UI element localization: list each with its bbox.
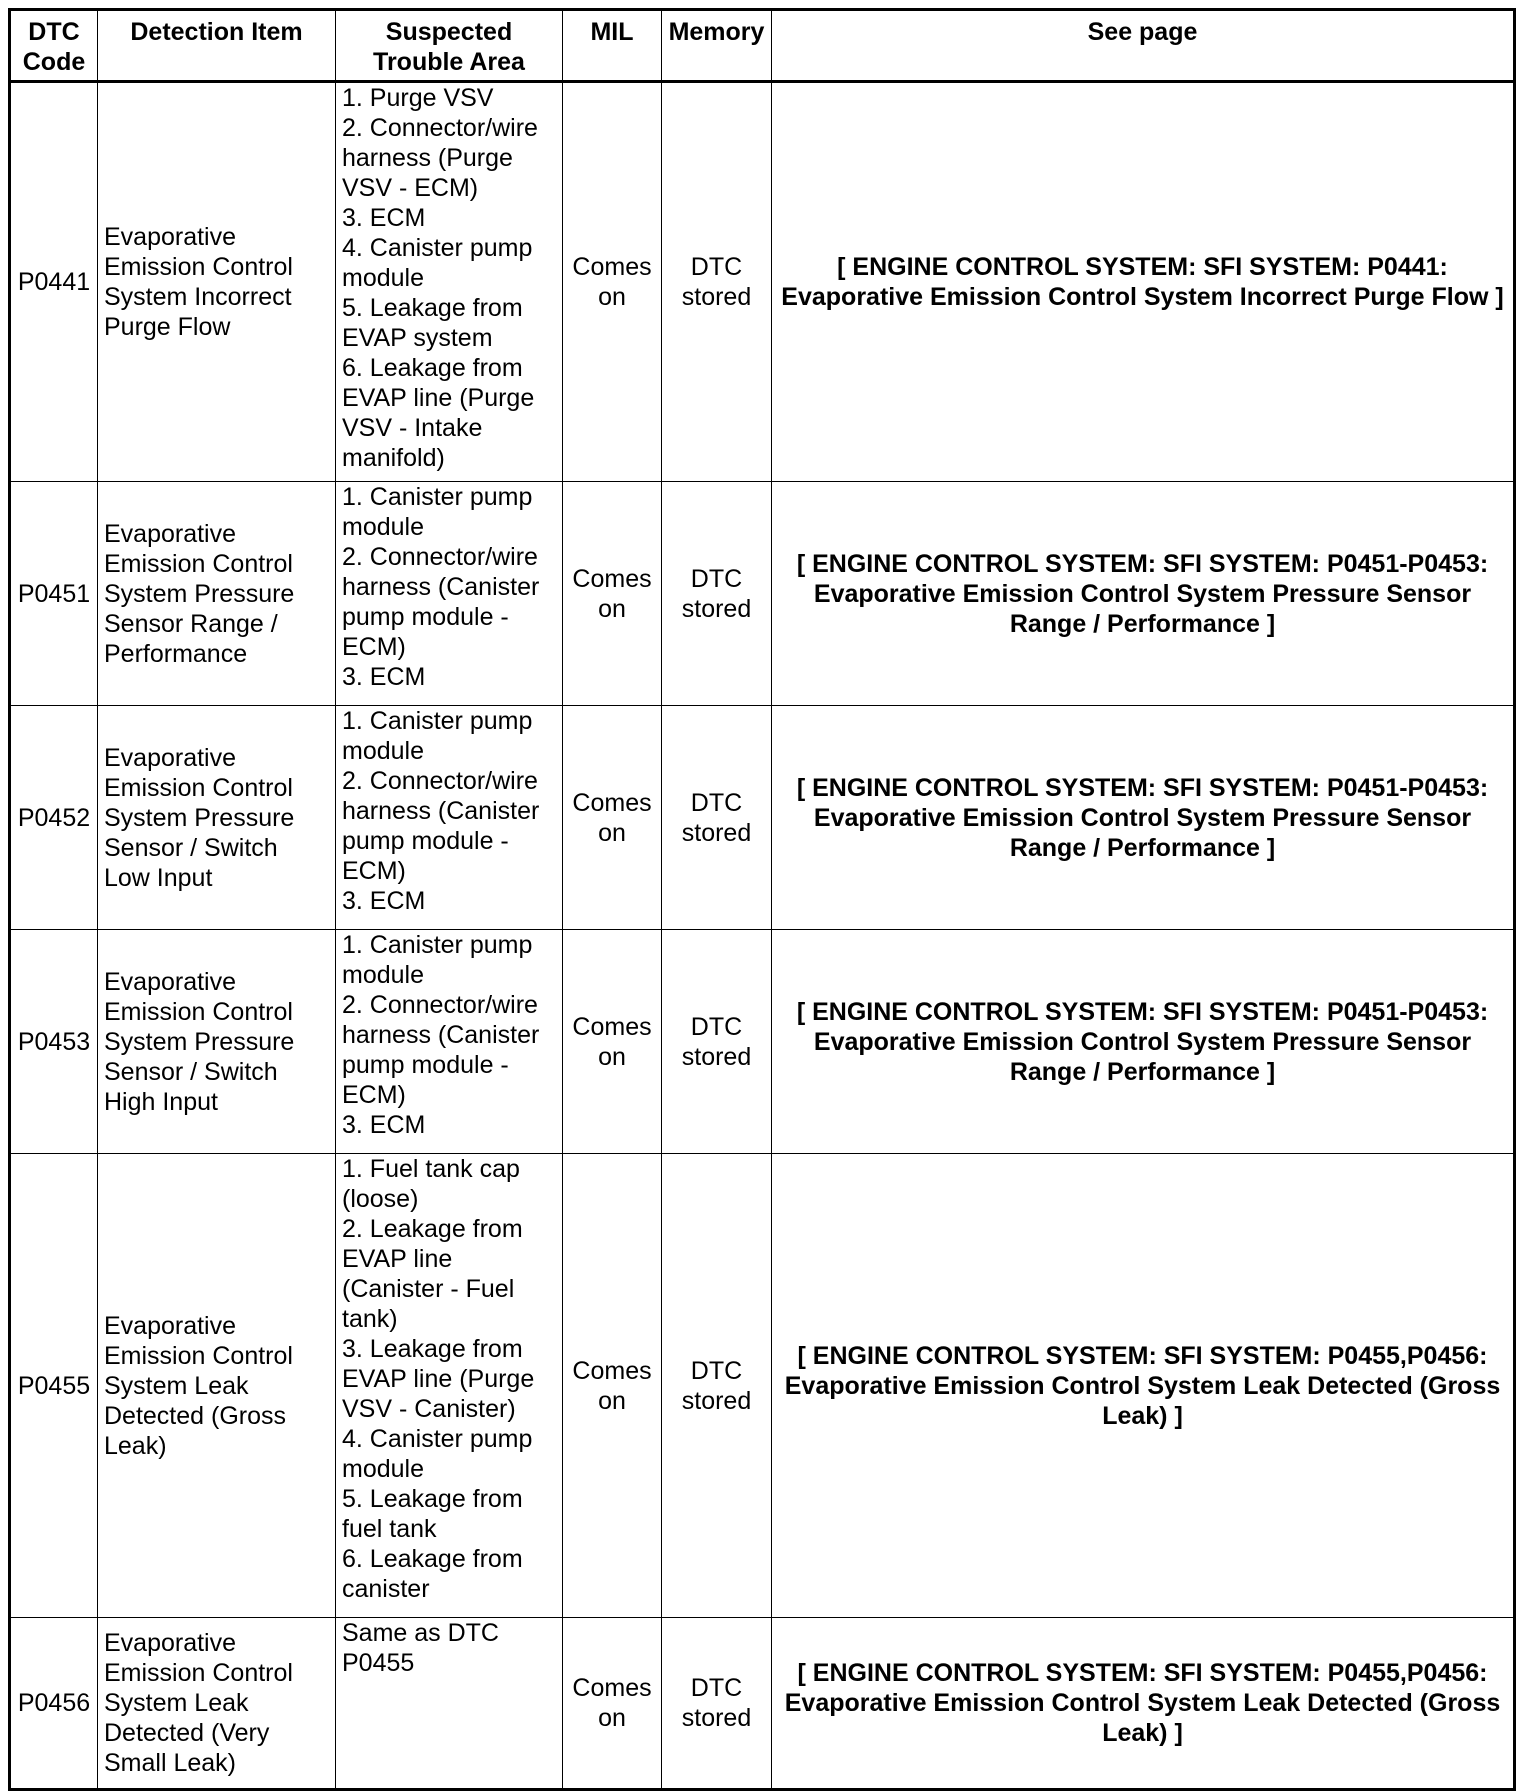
see-page-cell: [ ENGINE CONTROL SYSTEM: SFI SYSTEM: P0455,P0456: Evaporative Emission Control System Leak Detected (Gross Leak) ] (772, 1618, 1515, 1790)
trouble-area-line: 3. ECM (342, 663, 426, 691)
trouble-area-line: 1. Canister pump module (342, 931, 533, 989)
table-row (10, 482, 1515, 706)
detection-item-cell: Evaporative Emission Control System Pressure Sensor / Switch Low Input (98, 706, 336, 930)
see-page-cell: [ ENGINE CONTROL SYSTEM: SFI SYSTEM: P0441: Evaporative Emission Control System Incorrect Purge Flow ] (772, 82, 1515, 482)
suspected-trouble-area-cell (336, 482, 563, 706)
trouble-area-line: 1. Purge VSV (342, 84, 494, 112)
memory-cell: DTC stored (662, 482, 772, 706)
trouble-area-line: 4. Canister pump module (342, 1425, 533, 1483)
trouble-area-line: 4. Canister pump module (342, 234, 533, 292)
memory-cell: DTC stored (662, 1618, 772, 1790)
dtc-code-cell: P0452 (10, 706, 98, 930)
mil-cell: Comes on (563, 482, 662, 706)
dtc-code-cell: P0456 (10, 1618, 98, 1790)
trouble-area-line: 2. Connector/wire harness (Purge VSV - ECM) (342, 114, 538, 202)
header-dtc-code-line-2: Code (22, 48, 86, 76)
header-dtc-code-line-1: DTC (28, 18, 80, 46)
trouble-area-line: 2. Connector/wire harness (Canister pump module - ECM) (342, 991, 540, 1109)
trouble-area-line: Same as DTC P0455 (342, 1619, 499, 1677)
dtc-code-cell: P0453 (10, 930, 98, 1154)
table-row (10, 706, 1515, 930)
table-body (10, 82, 1515, 1790)
see-page-cell: [ ENGINE CONTROL SYSTEM: SFI SYSTEM: P0451-P0453: Evaporative Emission Control System Pressure Sensor Range / Performance ] (772, 706, 1515, 930)
detection-item-cell: Evaporative Emission Control System Incorrect Purge Flow (98, 82, 336, 482)
detection-item-cell: Evaporative Emission Control System Leak Detected (Very Small Leak) (98, 1618, 336, 1790)
memory-cell: DTC stored (662, 82, 772, 482)
mil-cell: Comes on (563, 706, 662, 930)
trouble-area-line: 3. ECM (342, 1111, 426, 1139)
trouble-area-line: 1. Canister pump module (342, 483, 533, 541)
table-row (10, 1618, 1515, 1790)
suspected-trouble-area-cell (336, 1618, 563, 1790)
trouble-area-line: 5. Leakage from EVAP system (342, 294, 523, 352)
header-suspected-trouble-area (336, 10, 563, 82)
dtc-table (8, 8, 1516, 1791)
trouble-area-line: 2. Connector/wire harness (Canister pump module - ECM) (342, 767, 540, 885)
header-dtc-code (10, 10, 98, 82)
table-row (10, 930, 1515, 1154)
mil-cell: Comes on (563, 82, 662, 482)
suspected-trouble-area-cell (336, 82, 563, 482)
memory-cell: DTC stored (662, 1154, 772, 1618)
suspected-trouble-area-cell (336, 706, 563, 930)
see-page-cell: [ ENGINE CONTROL SYSTEM: SFI SYSTEM: P0451-P0453: Evaporative Emission Control System Pressure Sensor Range / Performance ] (772, 930, 1515, 1154)
trouble-area-line: 1. Canister pump module (342, 707, 533, 765)
trouble-area-line: 2. Connector/wire harness (Canister pump module - ECM) (342, 543, 540, 661)
mil-cell: Comes on (563, 1618, 662, 1790)
memory-cell: DTC stored (662, 706, 772, 930)
trouble-area-line: 3. ECM (342, 887, 426, 915)
trouble-area-line: 3. ECM (342, 204, 426, 232)
header-mil: MIL (563, 10, 662, 82)
suspected-trouble-area-cell (336, 930, 563, 1154)
detection-item-cell: Evaporative Emission Control System Pressure Sensor / Switch High Input (98, 930, 336, 1154)
trouble-area-line: 3. Leakage from EVAP line (Purge VSV - Canister) (342, 1335, 535, 1423)
memory-cell: DTC stored (662, 930, 772, 1154)
trouble-area-line: 5. Leakage from fuel tank (342, 1485, 523, 1543)
header-memory: Memory (662, 10, 772, 82)
header-row (10, 10, 1515, 82)
detection-item-cell: Evaporative Emission Control System Leak Detected (Gross Leak) (98, 1154, 336, 1618)
header-see-page: See page (772, 10, 1515, 82)
trouble-area-line: 2. Leakage from EVAP line (Canister - Fuel tank) (342, 1215, 523, 1333)
see-page-cell: [ ENGINE CONTROL SYSTEM: SFI SYSTEM: P0455,P0456: Evaporative Emission Control System Leak Detected (Gross Leak) ] (772, 1154, 1515, 1618)
detection-item-cell: Evaporative Emission Control System Pressure Sensor Range / Performance (98, 482, 336, 706)
table-row (10, 82, 1515, 482)
header-suspected-line-2: Trouble Area (373, 48, 525, 76)
table-row (10, 1154, 1515, 1618)
mil-cell: Comes on (563, 930, 662, 1154)
see-page-cell: [ ENGINE CONTROL SYSTEM: SFI SYSTEM: P0451-P0453: Evaporative Emission Control System Pressure Sensor Range / Performance ] (772, 482, 1515, 706)
dtc-code-cell: P0455 (10, 1154, 98, 1618)
header-detection-item: Detection Item (98, 10, 336, 82)
trouble-area-line: 6. Leakage from canister (342, 1545, 523, 1603)
dtc-code-cell: P0441 (10, 82, 98, 482)
trouble-area-line: 1. Fuel tank cap (loose) (342, 1155, 520, 1213)
header-suspected-line-1: Suspected (385, 18, 513, 46)
mil-cell: Comes on (563, 1154, 662, 1618)
suspected-trouble-area-cell (336, 1154, 563, 1618)
dtc-code-cell: P0451 (10, 482, 98, 706)
trouble-area-line: 6. Leakage from EVAP line (Purge VSV - Intake manifold) (342, 354, 535, 472)
